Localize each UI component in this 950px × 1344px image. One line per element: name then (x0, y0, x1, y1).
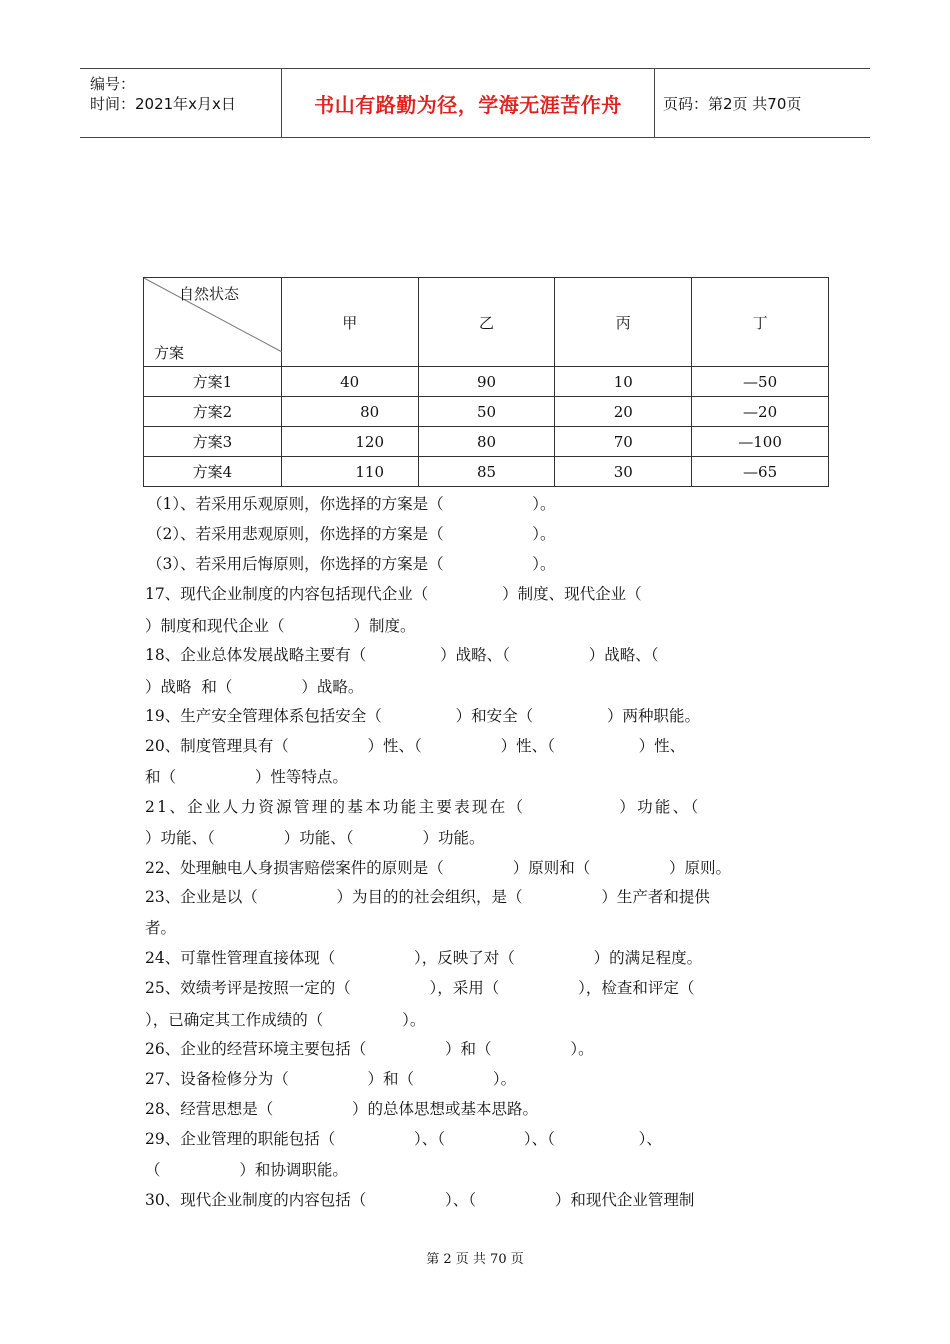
question-line: 21、企业人力资源管理的基本功能主要表现在（ ）功能、（ (145, 798, 701, 816)
question-line: 28、经营思想是（ ）的总体思想或基本思路。 (145, 1100, 539, 1118)
table-header-row (144, 278, 829, 367)
row-label: 方案3 (144, 427, 282, 457)
table-cell: 50 (418, 397, 555, 427)
question-line: （1）、若采用乐观原则，你选择的方案是（ ）。 (147, 495, 556, 513)
question-line: 20、制度管理具有（ ）性、（ ）性、（ ）性、 (145, 737, 686, 755)
table-cell: 85 (418, 457, 555, 487)
question-line: 和（ ）性等特点。 (145, 768, 348, 786)
row-label: 方案2 (144, 397, 282, 427)
question-line: （3）、若采用后悔原则，你选择的方案是（ ）。 (147, 555, 556, 573)
header-page-info (663, 69, 870, 137)
question-line: 23、企业是以（ ）为目的的社会组织，是（ ）生产者和提供 (145, 888, 710, 906)
row-label: 方案4 (144, 457, 282, 487)
question-line: 26、企业的经营环境主要包括（ ）和（ ）。 (145, 1040, 594, 1058)
question-line: （ ）和协调职能。 (145, 1161, 348, 1179)
question-line: ）功能、（ ）功能、（ ）功能。 (145, 829, 485, 847)
table-cell: 80 (418, 427, 555, 457)
table-cell: —50 (692, 367, 829, 397)
question-line: 27、设备检修分为（ ）和（ ）。 (145, 1070, 517, 1088)
table-cell: 70 (555, 427, 692, 457)
table-cell: 10 (555, 367, 692, 397)
question-line: （2）、若采用悲观原则，你选择的方案是（ ）。 (147, 525, 556, 543)
table-cell: —100 (692, 427, 829, 457)
column-header: 乙 (418, 278, 555, 367)
question-line: 17、现代企业制度的内容包括现代企业（ ）制度、现代企业（ (145, 585, 642, 603)
corner-bottom-label: 方案 (154, 344, 185, 362)
question-line: ）制度和现代企业（ ）制度。 (145, 617, 416, 635)
table-cell: 20 (555, 397, 692, 427)
question-line: ）战略 和（ ）战略。 (145, 678, 364, 696)
page-header (80, 68, 870, 138)
question-line: 30、现代企业制度的内容包括（ ）、（ ）和现代企业管理制 (145, 1191, 695, 1209)
table-cell: —65 (692, 457, 829, 487)
table-row (144, 367, 829, 397)
question-line: 18、企业总体发展战略主要有（ ）战略、（ ）战略、（ (145, 646, 659, 664)
corner-top-label: 自然状态 (179, 285, 240, 303)
header-motto: 书山有路勤为径，学海无涯苦作舟 (281, 69, 655, 137)
table-row (144, 427, 829, 457)
question-line: ），已确定其工作成绩的（ ）。 (145, 1011, 426, 1029)
table-cell: 120 (281, 427, 418, 457)
table-cell: 80 (281, 397, 418, 427)
table-cell: —20 (692, 397, 829, 427)
decision-table (143, 277, 829, 487)
time-label: 时间：2021年x月x日 (90, 95, 236, 113)
table-cell: 110 (281, 457, 418, 487)
table-row (144, 397, 829, 427)
question-line: 19、生产安全管理体系包括安全（ ）和安全（ ）两种职能。 (145, 707, 701, 725)
page-footer: 第 2 页 共 70 页 (426, 1252, 524, 1267)
row-label: 方案1 (144, 367, 282, 397)
table-cell: 90 (418, 367, 555, 397)
page-info-text: 页码：第2页 共70页 (663, 94, 802, 113)
table-cell: 30 (555, 457, 692, 487)
header-meta (80, 69, 280, 137)
table-cell: 40 (281, 367, 418, 397)
question-line: 者。 (145, 919, 177, 937)
column-header: 丙 (555, 278, 692, 367)
table-row (144, 457, 829, 487)
diagonal-corner-cell (144, 278, 282, 367)
question-line: 29、企业管理的职能包括（ ）、（ ）、（ ）、 (145, 1130, 662, 1148)
column-header: 丁 (692, 278, 829, 367)
column-header: 甲 (281, 278, 418, 367)
question-line: 25、效绩考评是按照一定的（ ），采用（ ），检查和评定（ (145, 979, 695, 997)
question-line: 24、可靠性管理直接体现（ ），反映了对（ ）的满足程度。 (145, 949, 703, 967)
question-line: 22、处理触电人身损害赔偿案件的原则是（ ）原则和（ ）原则。 (145, 859, 732, 877)
number-label: 编号： (90, 75, 136, 93)
